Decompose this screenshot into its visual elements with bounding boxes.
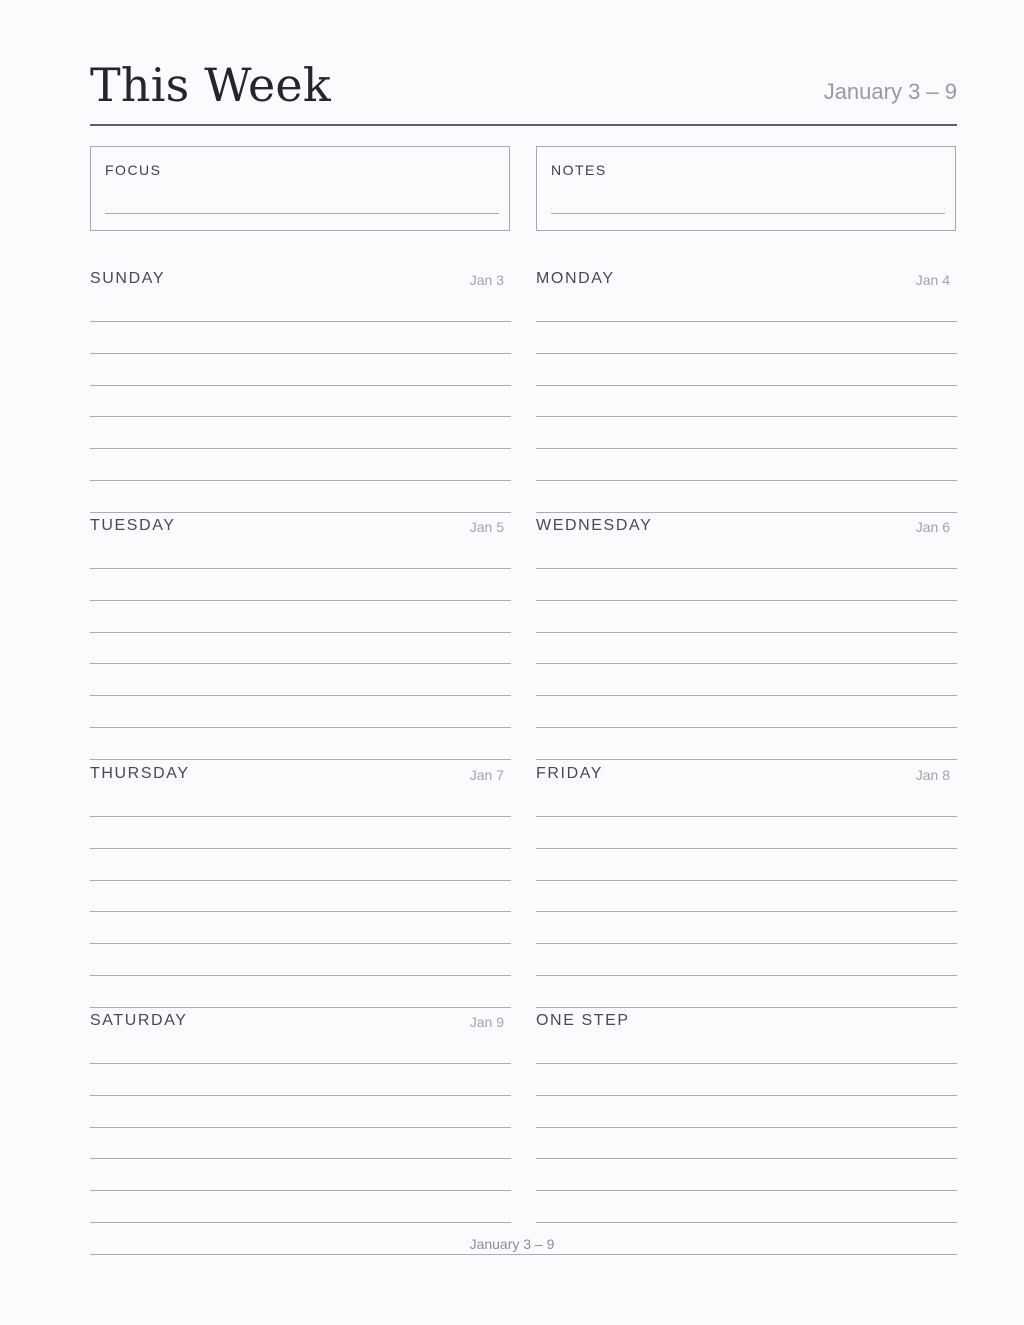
writing-line[interactable]	[90, 600, 511, 601]
writing-line[interactable]	[90, 695, 511, 696]
writing-line[interactable]	[536, 911, 957, 912]
writing-line[interactable]	[90, 1007, 511, 1008]
writing-line[interactable]	[536, 816, 957, 817]
writing-line[interactable]	[90, 1190, 511, 1191]
page-title: This Week	[90, 58, 331, 112]
writing-line[interactable]	[536, 1063, 957, 1064]
writing-line[interactable]	[536, 1095, 957, 1096]
day-date: Jan 9	[469, 1014, 504, 1030]
writing-line[interactable]	[90, 632, 511, 633]
writing-line[interactable]	[90, 416, 511, 417]
day-date: Jan 3	[469, 272, 504, 288]
writing-line[interactable]	[90, 759, 511, 760]
day-date: Jan 8	[915, 767, 950, 783]
day-name: THURSDAY	[90, 765, 190, 782]
page-header	[90, 52, 957, 126]
writing-line[interactable]	[90, 512, 511, 513]
day-name: SUNDAY	[90, 270, 166, 287]
writing-line[interactable]	[90, 816, 511, 817]
writing-line[interactable]	[90, 848, 511, 849]
writing-line[interactable]	[90, 1222, 511, 1223]
focus-writing-line[interactable]	[105, 213, 499, 214]
day-date: Jan 7	[469, 767, 504, 783]
writing-line[interactable]	[90, 880, 511, 881]
writing-line[interactable]	[536, 1222, 957, 1223]
writing-line[interactable]	[536, 759, 957, 760]
writing-line[interactable]	[90, 911, 511, 912]
writing-line[interactable]	[536, 1158, 957, 1159]
writing-line[interactable]	[90, 727, 511, 728]
writing-line[interactable]	[90, 321, 511, 322]
writing-line[interactable]	[90, 1063, 511, 1064]
footer-rule	[90, 1254, 957, 1255]
writing-line[interactable]	[90, 1127, 511, 1128]
writing-line[interactable]	[90, 448, 511, 449]
notes-label: NOTES	[551, 162, 607, 178]
writing-line[interactable]	[90, 1095, 511, 1096]
day-name: FRIDAY	[536, 765, 604, 782]
writing-line[interactable]	[536, 695, 957, 696]
writing-line[interactable]	[536, 1007, 957, 1008]
writing-line[interactable]	[536, 480, 957, 481]
writing-line[interactable]	[536, 568, 957, 569]
writing-line[interactable]	[536, 848, 957, 849]
day-date: Jan 6	[915, 519, 950, 535]
writing-line[interactable]	[90, 975, 511, 976]
writing-line[interactable]	[536, 975, 957, 976]
writing-line[interactable]	[536, 448, 957, 449]
writing-line[interactable]	[536, 632, 957, 633]
writing-line[interactable]	[536, 512, 957, 513]
focus-box[interactable]	[90, 146, 510, 231]
day-date: Jan 5	[469, 519, 504, 535]
writing-line[interactable]	[90, 385, 511, 386]
writing-line[interactable]	[536, 600, 957, 601]
writing-line[interactable]	[536, 1190, 957, 1191]
writing-line[interactable]	[90, 568, 511, 569]
writing-line[interactable]	[90, 1158, 511, 1159]
writing-line[interactable]	[536, 1127, 957, 1128]
writing-line[interactable]	[536, 321, 957, 322]
day-name: MONDAY	[536, 270, 615, 287]
notes-box[interactable]	[536, 146, 956, 231]
writing-line[interactable]	[536, 943, 957, 944]
day-name: SATURDAY	[90, 1012, 188, 1029]
writing-line[interactable]	[90, 480, 511, 481]
writing-line[interactable]	[536, 416, 957, 417]
writing-line[interactable]	[90, 663, 511, 664]
day-date: Jan 4	[915, 272, 950, 288]
notes-writing-line[interactable]	[551, 213, 945, 214]
day-name: TUESDAY	[90, 517, 176, 534]
writing-line[interactable]	[90, 943, 511, 944]
writing-line[interactable]	[536, 880, 957, 881]
day-name: WEDNESDAY	[536, 517, 653, 534]
focus-label: FOCUS	[105, 162, 162, 178]
footer-date-range: January 3 – 9	[469, 1236, 555, 1252]
writing-line[interactable]	[90, 353, 511, 354]
day-name: ONE STEP	[536, 1012, 630, 1029]
writing-line[interactable]	[536, 663, 957, 664]
date-range: January 3 – 9	[823, 79, 957, 104]
writing-line[interactable]	[536, 727, 957, 728]
writing-line[interactable]	[536, 353, 957, 354]
writing-line[interactable]	[536, 385, 957, 386]
